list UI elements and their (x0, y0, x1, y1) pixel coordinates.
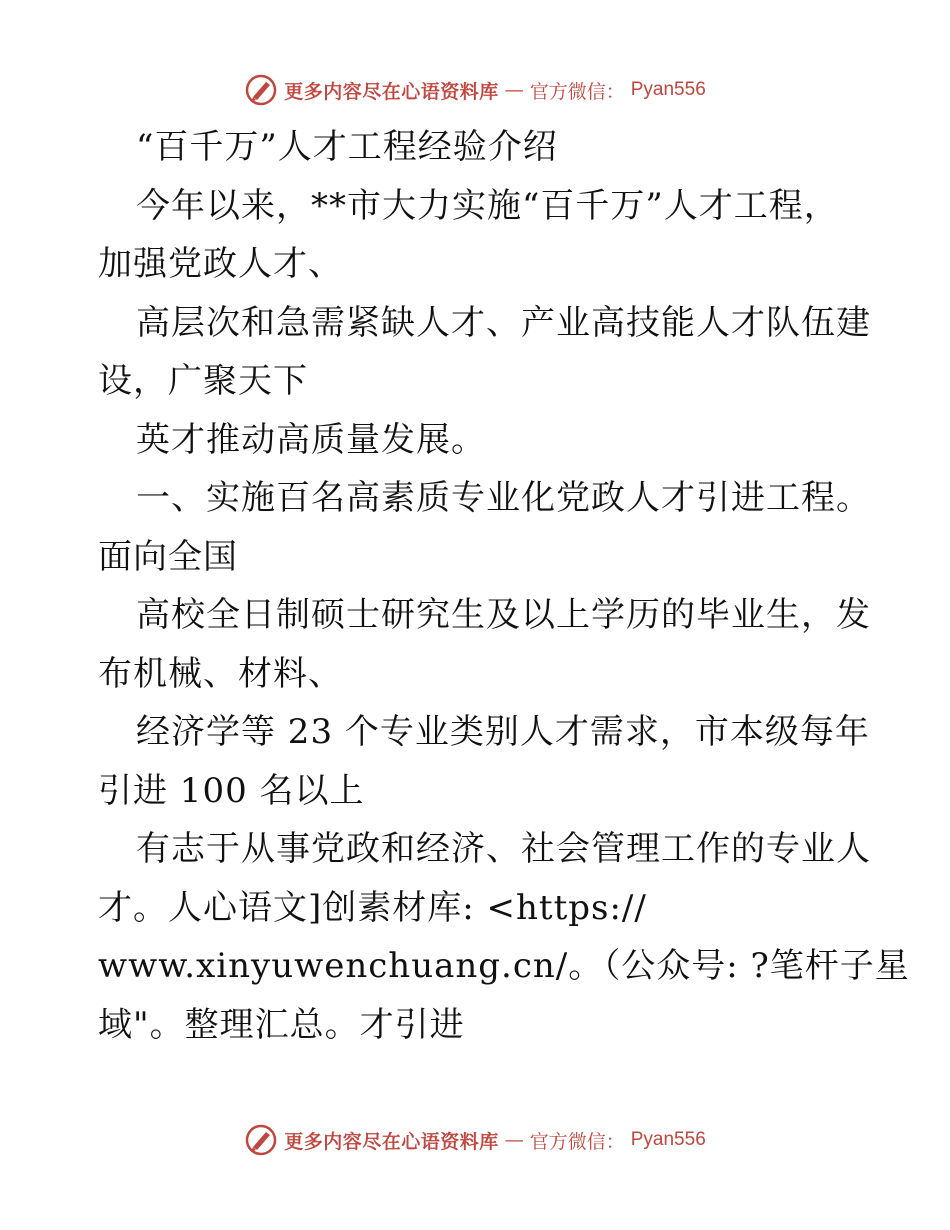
pen-logo-icon (244, 73, 278, 107)
banner-separator: — (504, 1129, 524, 1151)
document-body (98, 118, 910, 1054)
text-line: 才。人心语文]创素材库: <https:// (98, 887, 647, 928)
banner-wechat-label: 官方微信： (529, 1130, 625, 1153)
document-title: “百千万”人才工程经验介绍 (136, 127, 558, 167)
text-line: 设，广聚天下 (98, 361, 308, 401)
text-line: 面向全国 (98, 536, 238, 577)
text-line: www.xinyuwenchuang.cn/。（公众号: ?笔杆子星 (98, 946, 910, 986)
banner-wechat-id: Pyan556 (630, 79, 706, 100)
banner-wechat-id: Pyan556 (630, 1129, 706, 1150)
banner-main-text: 更多内容尽在心语资料库 (284, 80, 499, 103)
text-line: 引进 100 名以上 (98, 770, 365, 811)
text-line: 布机械、材料、 (98, 653, 343, 694)
text-line: 高层次和急需紧缺人才、产业高技能人才队伍建 (136, 302, 871, 343)
text-line: 加强党政人才、 (98, 244, 343, 284)
header-banner (0, 70, 950, 110)
text-line: 域"。整理汇总。才引进 (98, 1004, 465, 1045)
text-line: 英才推动高质量发展。 (136, 419, 486, 460)
pen-logo-icon (244, 1123, 278, 1157)
banner-separator: — (504, 79, 524, 101)
text-line: 高校全日制硕士研究生及以上学历的毕业生，发 (136, 595, 871, 635)
banner-wechat-label: 官方微信： (529, 80, 625, 103)
text-line: 今年以来，**市大力实施“百千万”人才工程， (136, 185, 839, 226)
text-line: 一、实施百名高素质专业化党政人才引进工程。 (136, 478, 871, 518)
banner-main-text: 更多内容尽在心语资料库 (284, 1130, 499, 1153)
footer-banner (0, 1120, 950, 1160)
text-line: 经济学等 23 个专业类别人才需求，市本级每年 (136, 712, 870, 752)
text-line: 有志于从事党政和经济、社会管理工作的专业人 (136, 829, 871, 869)
